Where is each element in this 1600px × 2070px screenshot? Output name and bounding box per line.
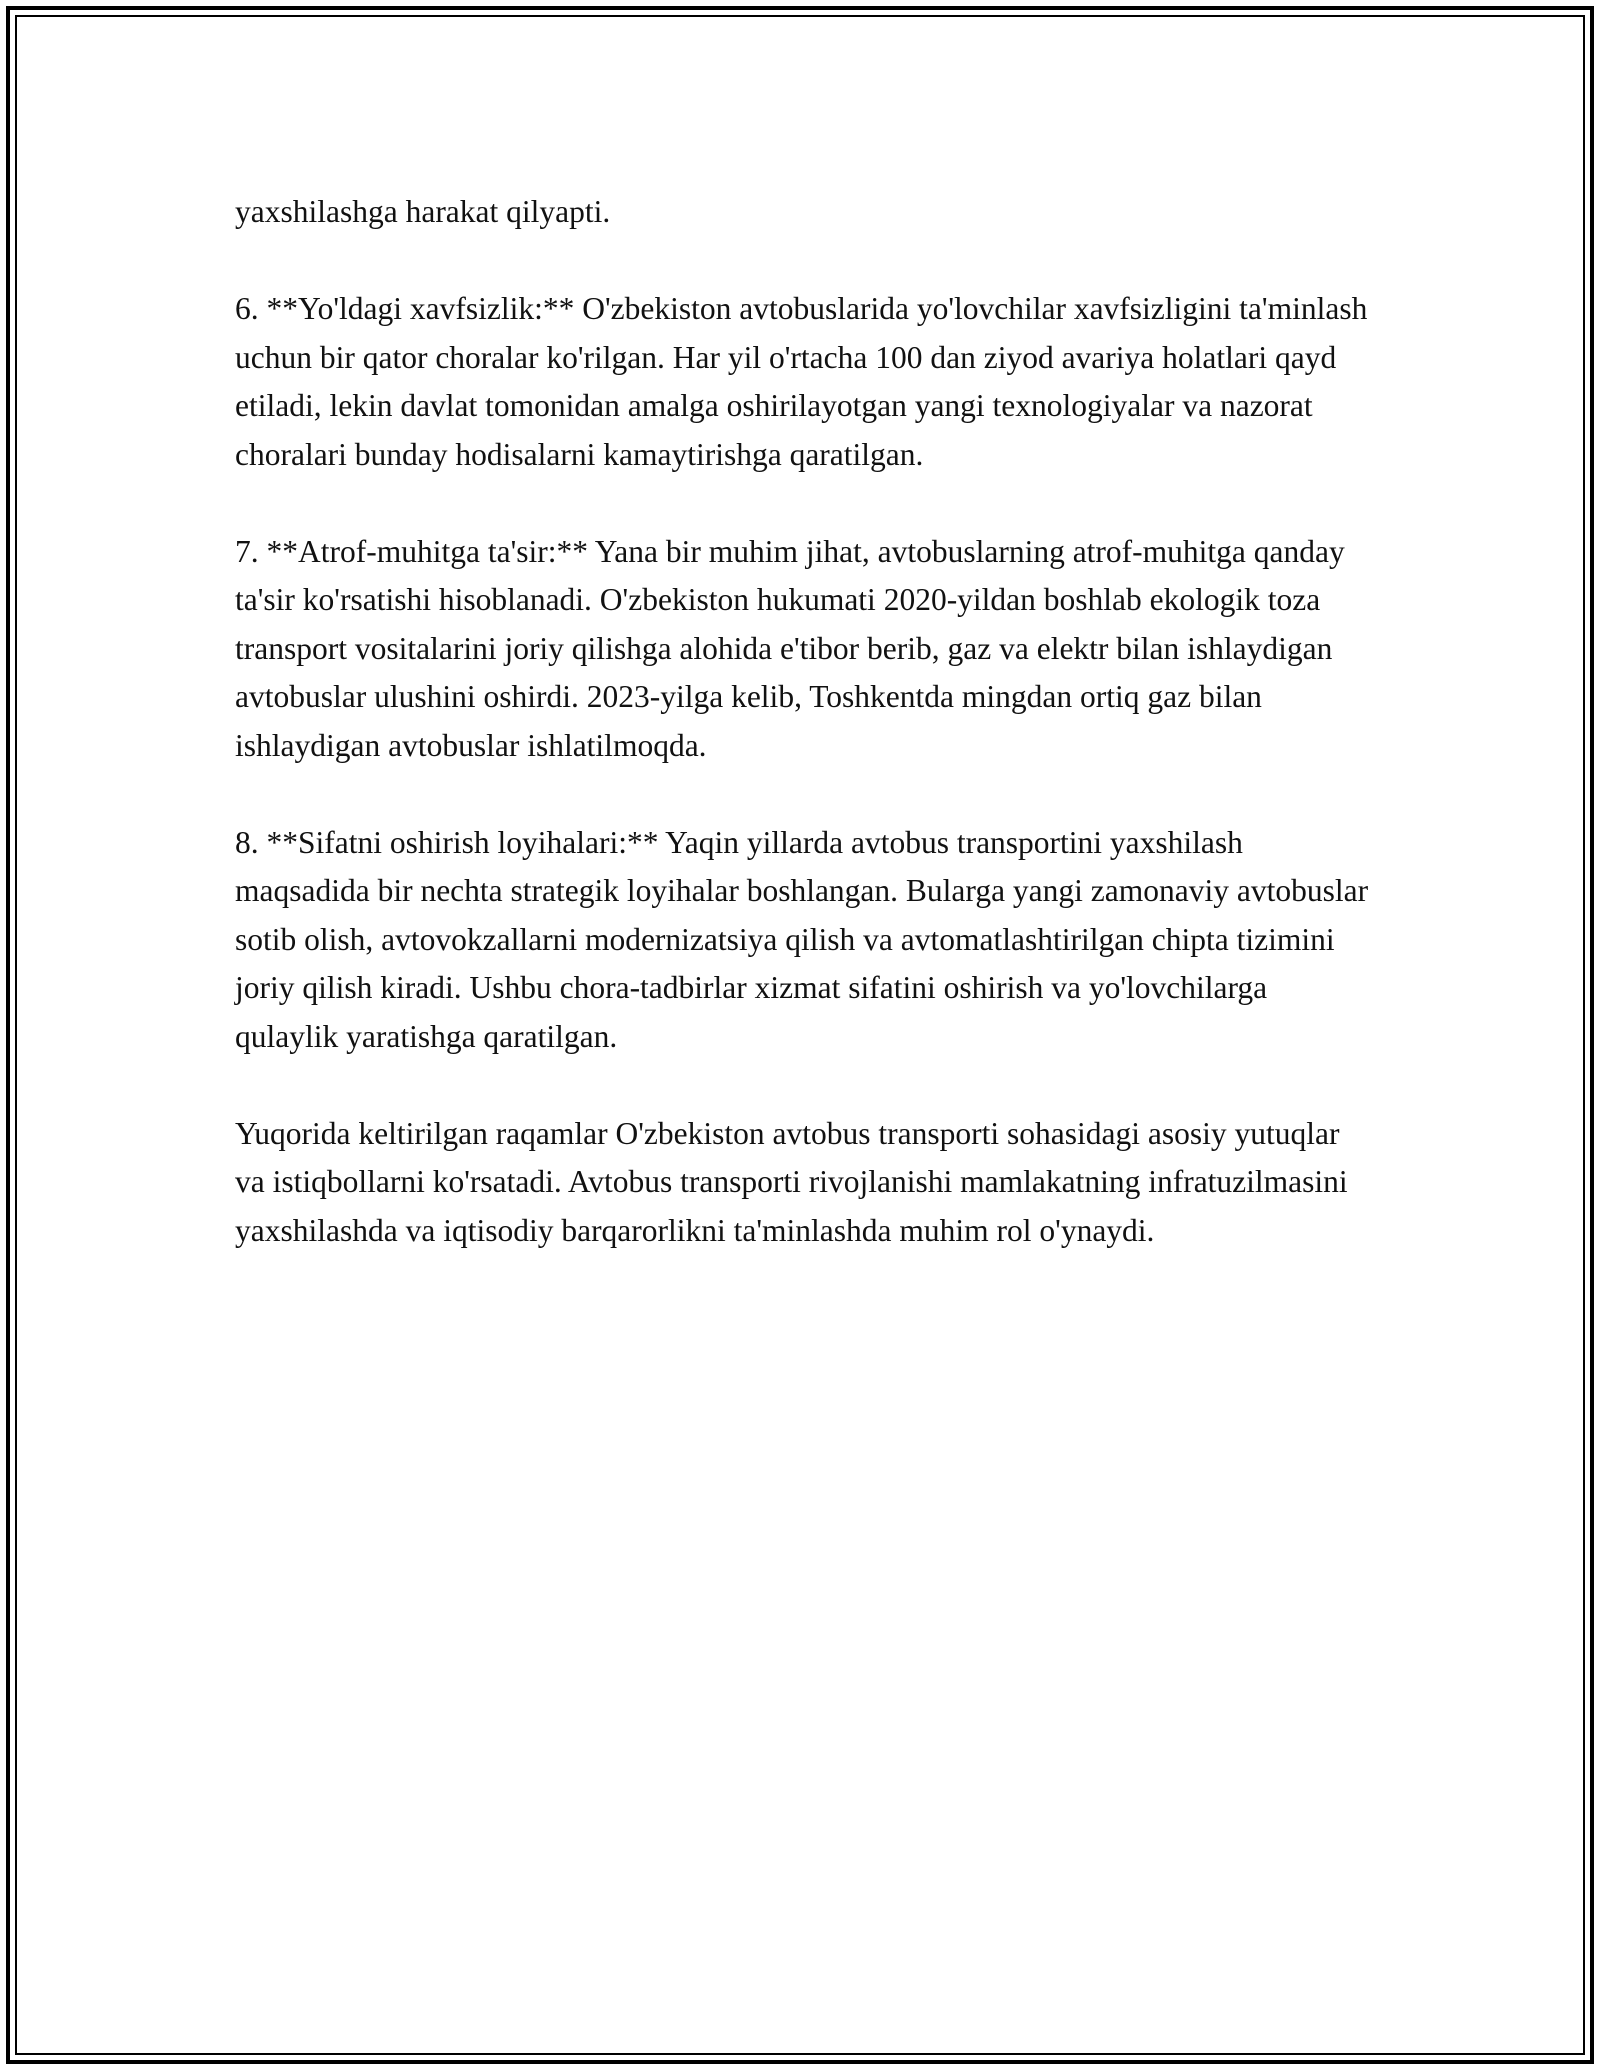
paragraph-environmental-impact: 7. **Atrof-muhitga ta'sir:** Yana bir muhim jihat, avtobuslarning atrof-muhitga qanday ta'sir ko'rsatishi hisoblanadi. O'zbekiston hukumati 2020-yildan boshlab ekologik toza transport vositalarini joriy qilishga alohida e'tibor berib, gaz va elektr bilan ishlaydigan avtobuslar ulushini oshirdi. 2023-yilga kelib, Toshkentda mingdan ortiq gaz bilan ishlaydigan avtobuslar ishlatilmoqda. bbox=[235, 533, 1345, 763]
document-body bbox=[235, 188, 1375, 1304]
paragraph-road-safety: 6. **Yo'ldagi xavfsizlik:** O'zbekiston avtobuslarida yo'lovchilar xavfsizligini ta'minlash uchun bir qator choralar ko'rilgan. Har yil o'rtacha 100 dan ziyod avariya holatlari qayd etiladi, lekin davlat tomonidan amalga oshirilayotgan yangi texnologiyalar va nazorat choralari bunday hodisalarni kamaytirishga qaratilgan. bbox=[235, 291, 1368, 472]
paragraph-quality-projects: 8. **Sifatni oshirish loyihalari:** Yaqin yillarda avtobus transportini yaxshilash maqsadida bir nechta strategik loyihalar boshlangan. Bularga yangi zamonaviy avtobuslar sotib olish, avtovokzallarni modernizatsiya qilish va avtomatlashtirilgan chipta tizimini joriy qilish kiradi. Ushbu chora-tadbirlar xizmat sifatini oshirish va yo'lovchilarga qulaylik yaratishga qaratilgan. bbox=[235, 824, 1369, 1054]
paragraph-continuation: yaxshilashga harakat qilyapti. bbox=[235, 194, 611, 229]
paragraph-conclusion: Yuqorida keltirilgan raqamlar O'zbekiston avtobus transporti sohasidagi asosiy yutuqlar va istiqbollarni ko'rsatadi. Avtobus transporti rivojlanishi mamlakatning infratuzilmasini yaxshilashda va iqtisodiy barqarorlikni ta'minlashda muhim rol o'ynaydi. bbox=[235, 1115, 1348, 1248]
